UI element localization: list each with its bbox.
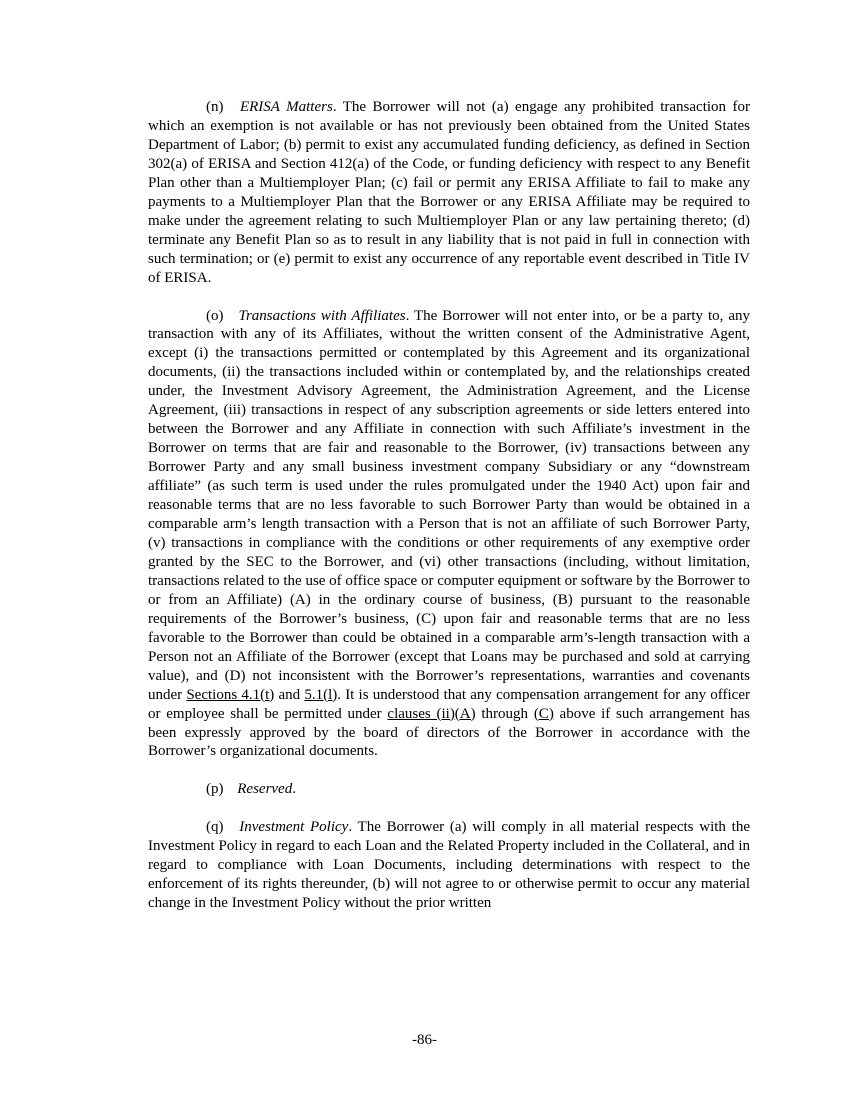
section-text: above if such arrangement has been expressly approved by the board of directors of the Borrower in accordance with the Borrower’s organizational documents. [148,705,750,760]
section-heading: ERISA Matters [239,99,333,115]
cross-reference-link[interactable]: Sections 4.1(t) [186,686,275,703]
section-label: (p) [206,781,224,798]
cross-reference-link[interactable]: (C) [533,705,554,722]
section-p-paragraph [148,780,750,799]
section-text: and [274,686,305,703]
document-body [148,98,750,932]
cross-reference-link[interactable]: clauses (ii)(A) [387,705,476,722]
section-label: (q) [206,819,224,836]
section-heading: Investment Policy [239,819,349,836]
section-o-paragraph [148,307,750,762]
section-heading: Transactions with Affiliates [238,307,406,324]
cross-reference-link[interactable]: 5.1(l) [304,686,338,703]
section-q-paragraph [148,818,750,913]
section-label: (n) [206,99,224,115]
section-heading: Reserved [237,781,293,798]
section-label: (o) [206,307,224,324]
section-text: . It is understood that any compensation arrangement for any officer or employee shall be permitted under [148,686,750,722]
section-n-paragraph [148,98,750,288]
section-text: . The Borrower will not enter into, or be a party to, any transaction with any of its Affiliates, without the written consent of the Administrative Agent, except (i) the transactions permitted or contemplated by this Agreement and its organizational documents, (ii) the transactions included within or contemplated by, and the relationships created under, the Investment Advisory Agreement, the Administration Agreement, and the License Agreement, (iii) transactions in respect of any subscription agreements or side letters entered into between the Borrower and any Affiliate in connection with such Affiliate’s investment in the Borrower on terms that are fair and reasonable to the Borrower, (iv) transactions between any Borrower Party and any small business investment company Subsidiary or any “downstream affiliate” (as such term is used under the rules promulgated under the 1940 Act) upon fair and reasonable terms that are no less favorable to such Borrower Party than would be obtained in a comparable arm’s length transaction with a Person that is not an affiliate of such Borrower Party, (v) transactions in compliance with the conditions or other requirements of any exemptive order granted by the SEC to the Borrower, and (vi) other transactions (including, without limitation, transactions related to the use of office space or computer equipment or software by the Borrower to or from an Affiliate) (A) in the ordinary course of business, (B) pursuant to the reasonable requirements of the Borrower’s business, (C) upon fair and reasonable terms that are no less favorable to the Borrower than could be obtained in a comparable arm’s-length transaction with a Person not an Affiliate of the Borrower (except that Loans may be purchased and sold at carrying value), and (D) not inconsistent with the Borrower’s representations, warranties and covenants under [148,307,751,703]
page-number: -86- [412,1032,437,1048]
section-text: . The Borrower will not (a) engage any prohibited transaction for which an exemption is not available or has not previously been obtained from the United States Department of Labor; (b) permit to exist any accumulated funding deficiency, as defined in Section 302(a) of ERISA and Section 412(a) of the Code, or funding deficiency with respect to any Benefit Plan other than a Multiemployer Plan; (c) fail or permit any ERISA Affiliate to fail to make any payments to a Multiemployer Plan that the Borrower or any ERISA Affiliate may be required to make under the agreement relating to such Multiemployer Plan or any law pertaining thereto; (d) terminate any Benefit Plan so as to result in any liability that is not paid in full in connection with such termination; or (e) permit to exist any occurrence of any reportable event described in Title IV of ERISA. [148,99,751,286]
section-text: . [292,781,296,798]
section-text: . The Borrower (a) will comply in all material respects with the Investment Policy in regard to each Loan and the Related Property included in the Collateral, and in regard to compliance with Loan Documents, including determinations with respect to the enforcement of its rights thereunder, (b) will not agree to or otherwise permit to occur any material change in the Investment Policy without the prior written [148,819,750,912]
section-text: through [475,705,534,722]
